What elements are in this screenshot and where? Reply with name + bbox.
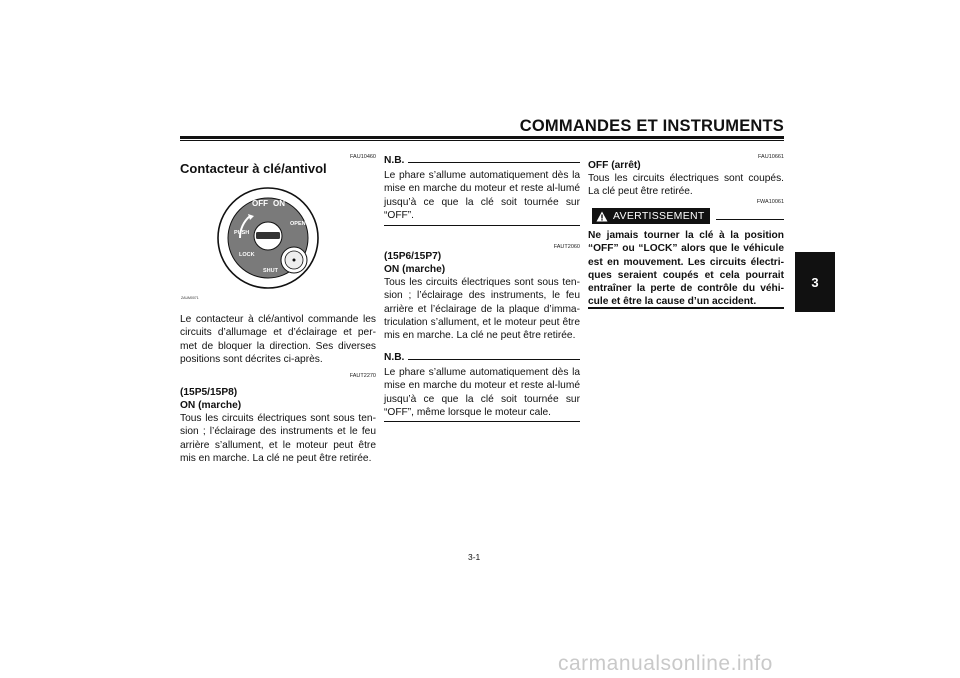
- key-label-push: PUSH: [234, 230, 250, 236]
- chapter-tab: 3: [795, 252, 835, 312]
- position-description: Tous les circuits électriques sont coupés. La clé peut être retirée.: [588, 173, 784, 198]
- key-switch-illustration: [214, 186, 330, 290]
- note-header: [384, 352, 580, 363]
- ref-code: FAUT2270: [349, 373, 376, 379]
- header-rule-thin: [180, 140, 784, 141]
- key-label-shut: SHUT: [263, 268, 278, 274]
- key-label-lock: LOCK: [239, 252, 255, 258]
- ref-code: FAU10661: [758, 154, 784, 160]
- intro-paragraph: Le contacteur à clé/antivol commande les circuits d’allumage et d’éclairage et per-met de bloquer la direction. Ses diverses positions sont décrites ci-après.: [180, 314, 376, 365]
- warning-badge: [592, 208, 710, 224]
- page-number: 3-1: [468, 552, 481, 562]
- image-label: ZAUM0071: [181, 296, 199, 300]
- warning-line: [716, 219, 784, 220]
- page-header-title: COMMANDES ET INSTRUMENTS: [519, 117, 784, 135]
- warning-label: AVERTISSEMENT: [613, 210, 705, 222]
- note-end-rule: [384, 225, 580, 226]
- note-header: [384, 155, 580, 166]
- position-heading: OFF (arrêt): [588, 160, 641, 171]
- note-end-rule: [384, 421, 580, 422]
- warning-icon: [596, 211, 608, 222]
- key-label-open: OPEN: [290, 221, 306, 227]
- header-rule: [180, 136, 784, 139]
- ref-code: FAUT2060: [553, 244, 580, 250]
- model-heading: (15P5/15P8): [180, 387, 238, 398]
- position-heading: ON (marche): [180, 400, 242, 411]
- note-line: [408, 162, 580, 163]
- ref-code: FWA10061: [756, 199, 784, 205]
- note-label: N.B.: [384, 155, 405, 166]
- note-text: Le phare s’allume automatiquement dès la mise en marche du moteur et reste al-lumé jusqu’à ce que la clé soit tournée sur “OFF”, même lorsque le moteur cale.: [384, 367, 580, 418]
- warning-end-rule: [588, 307, 784, 309]
- position-heading: ON (marche): [384, 264, 446, 275]
- watermark: carmanualsonline.info: [558, 652, 773, 675]
- note-label: N.B.: [384, 352, 405, 363]
- model-heading: (15P6/15P7): [384, 251, 442, 262]
- section-heading: Contacteur à clé/antivol: [180, 161, 327, 176]
- ref-code: FAU10460: [350, 154, 376, 160]
- note-text: Le phare s’allume automatiquement dès la mise en marche du moteur et reste al-lumé jusqu’à ce que la clé soit tournée sur “OFF”.: [384, 170, 580, 221]
- warning-header: [592, 208, 784, 224]
- key-label-on: ON: [273, 199, 285, 208]
- note-line: [408, 359, 580, 360]
- warning-text: Ne jamais tourner la clé à la position “OFF” ou “LOCK” alors que le véhicule est en mouvement. Les circuits électri-ques seraient coupés et cela pourrait entraîner la perte de contrôle du véhi-cule et être la cause d’un accident.: [588, 230, 784, 308]
- position-description: Tous les circuits électriques sont sous ten-sion ; l’éclairage des instruments et le feu arrière s’allument, et le moteur peut être mis en marche. La clé ne peut être retirée.: [180, 413, 376, 464]
- position-description: Tous les circuits électriques sont sous ten-sion ; l’éclairage des instruments, le feu arrière et l’éclairage de la plaque d’imma-triculation s’allument, et le moteur peut être mis en marche. La clé ne peut être retirée.: [384, 277, 580, 342]
- key-label-off: OFF: [252, 199, 268, 208]
